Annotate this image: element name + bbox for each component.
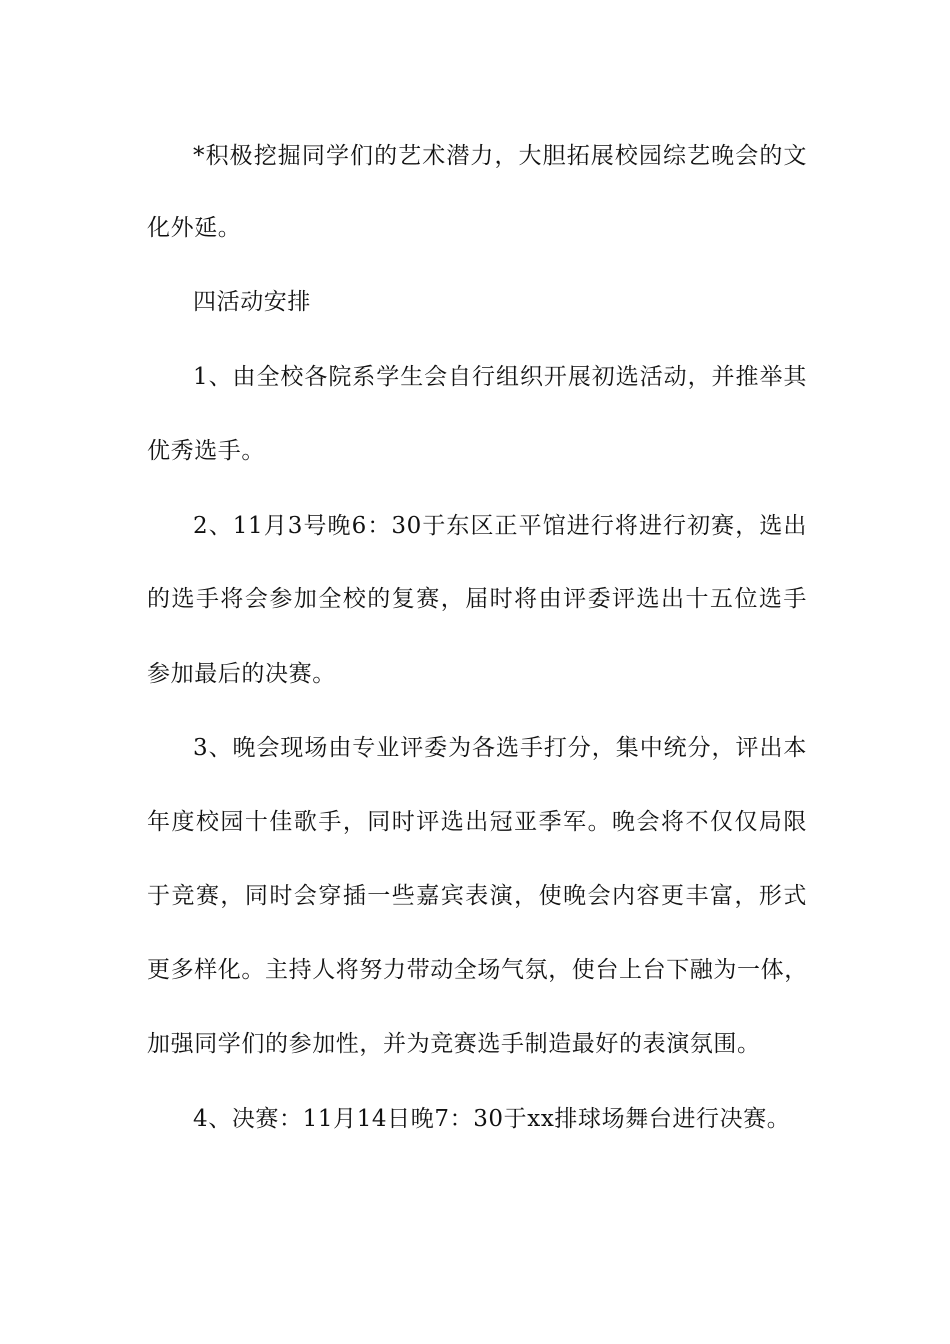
text-line: 年度校园十佳歌手，同时评选出冠亚季军。晚会将不仅仅局限 [147, 809, 807, 835]
text-line: 4、决赛：11月14日晚7：30于xx排球场舞台进行决赛。 [193, 1106, 791, 1132]
text-line: 2、11月3号晚6：30于东区正平馆进行将进行初赛，选出 [193, 513, 807, 539]
text-line: *积极挖掘同学们的艺术潜力，大胆拓展校园综艺晚会的文 [193, 143, 807, 169]
text-line: 优秀选手。 [147, 438, 265, 464]
text-line: 于竞赛，同时会穿插一些嘉宾表演，使晚会内容更丰富，形式 [147, 883, 807, 909]
text-line: 的选手将会参加全校的复赛，届时将由评委评选出十五位选手 [147, 586, 807, 612]
text-line: 更多样化。主持人将努力带动全场气氛，使台上台下融为一体， [147, 957, 808, 983]
text-line: 化外延。 [147, 215, 242, 241]
text-line: 加强同学们的参加性，并为竞赛选手制造最好的表演氛围。 [147, 1031, 761, 1057]
section-heading: 四活动安排 [193, 289, 311, 315]
text-line: 3、晚会现场由专业评委为各选手打分，集中统分，评出本 [193, 735, 807, 761]
text-line: 参加最后的决赛。 [147, 661, 336, 687]
text-line: 1、由全校各院系学生会自行组织开展初选活动，并推举其 [193, 364, 807, 390]
